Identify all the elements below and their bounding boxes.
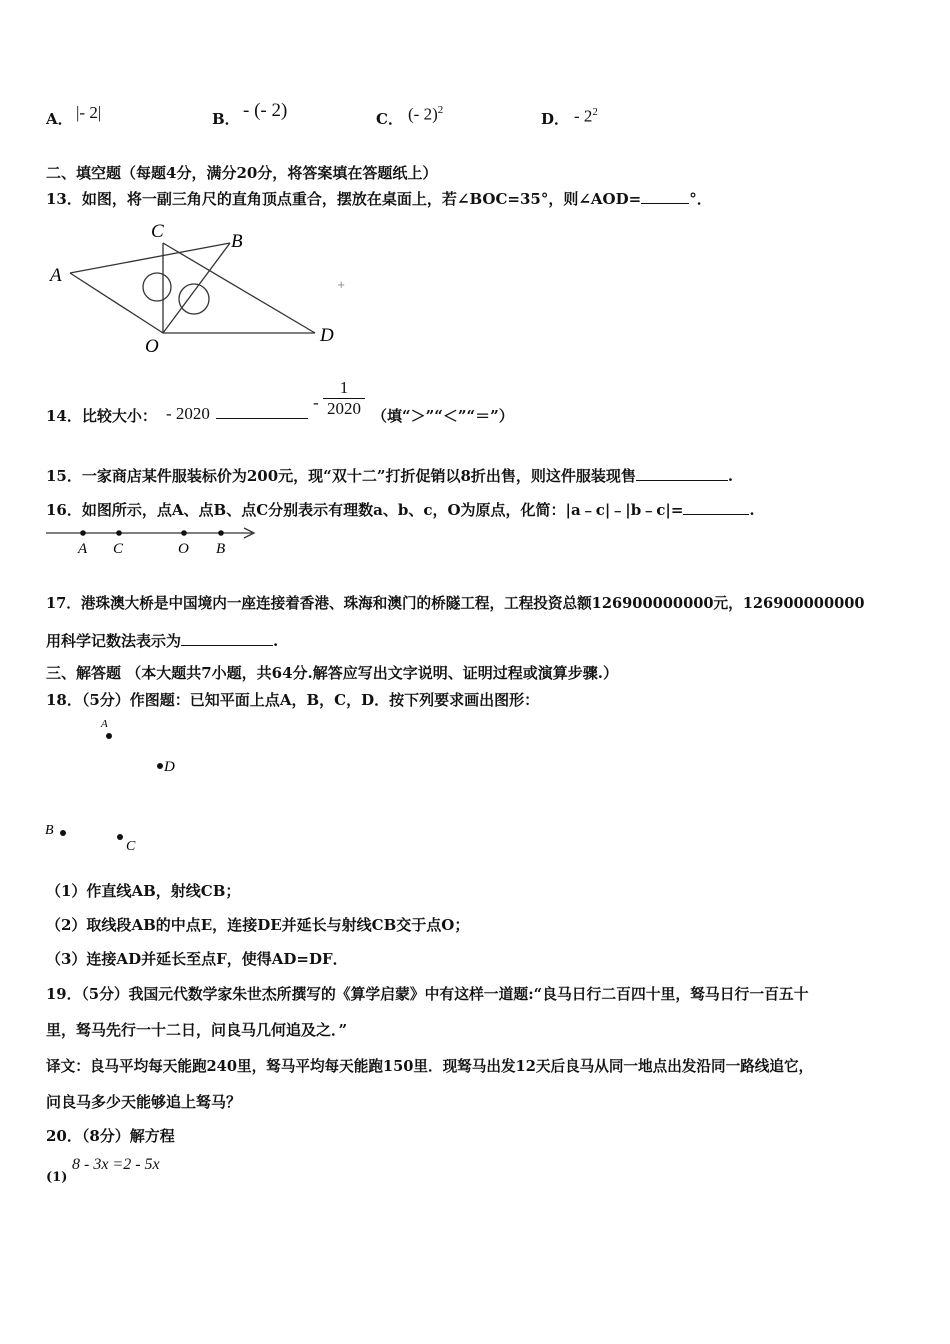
q14-frac-den: 2020: [327, 399, 361, 418]
q18-point-a: [106, 733, 112, 739]
option-d-exp: 2: [592, 106, 598, 118]
option-c-exp: 2: [437, 104, 444, 116]
q16-number-line: [44, 520, 260, 560]
option-a: [46, 108, 73, 129]
option-c-base: (- 2): [408, 104, 438, 124]
option-b-expr: - (- 2): [243, 100, 288, 121]
q18-point-b: [60, 830, 66, 836]
q18-label-d: D: [164, 759, 175, 775]
q14-fraction: [323, 378, 365, 419]
q13-tail: °．: [689, 190, 712, 208]
q19-line3: 译文：良马平均每天能跑240里，驽马平均每天能跑150里．现驽马出发12天后良马从同一地点出发沿同一路线追它，: [46, 1058, 814, 1075]
q16-blank[interactable]: [683, 500, 749, 515]
option-d-label: D．: [541, 110, 570, 128]
q15-text: 15．一家商店某件服装标价为200元，现“双十二”打折促销以8折出售，则这件服装现售: [46, 467, 636, 485]
q16-label-b: B: [216, 541, 226, 557]
q13-line: [46, 188, 712, 209]
option-a-label: A．: [46, 110, 73, 128]
q17-blank[interactable]: [181, 631, 273, 646]
q13-label-a: A: [50, 265, 62, 286]
q20-part: (1): [46, 1170, 68, 1185]
q17-line2-text: 用科学记数法表示为: [46, 632, 182, 650]
q14-neg: -: [313, 393, 319, 412]
option-c-label: C．: [376, 110, 403, 128]
q14-blank[interactable]: [216, 404, 308, 423]
option-d-base: - 2: [574, 106, 593, 126]
q18-step2: （2）取线段AB的中点E，连接DE并延长与射线CB交于点O；: [46, 916, 470, 934]
q16-point-a: [80, 530, 86, 536]
option-c-expr: [408, 104, 443, 125]
q20-text: 20．（8分）解方程: [46, 1127, 175, 1145]
q16-line: [46, 499, 755, 520]
q14-hint: （填“＞”“＜”“＝”）: [372, 407, 514, 425]
q13-seg-bo: [163, 243, 230, 333]
q15-tail: .: [727, 467, 734, 485]
q18-step3: （3）连接AD并延长至点F，使得AD=DF．: [46, 950, 348, 968]
option-a-expr: |- 2|: [76, 103, 102, 122]
q15-line: [46, 465, 733, 486]
option-d: [541, 108, 569, 129]
q18-label-c: C: [126, 839, 136, 854]
option-b: [212, 108, 240, 129]
q19-line1: 19．（5分）我国元代数学家朱世杰所撰写的《算学启蒙》中有这样一道题:“良马日行二百四十里，驽马日行一百五十: [46, 986, 809, 1003]
q19-line2: 里，驽马先行一十二日，问良马几何追及之．”: [46, 1021, 348, 1039]
q13-circle-left: [143, 273, 171, 301]
q16-point-c: [116, 530, 122, 536]
q13-text: 13．如图，将一副三角尺的直角顶点重合，摆放在桌面上，若∠BOC=35°，则∠AOD=: [46, 190, 642, 208]
q18-step1: （1）作直线AB，射线CB；: [46, 882, 241, 900]
option-b-label: B．: [212, 110, 240, 128]
q16-label-a: A: [78, 541, 88, 557]
q16-label-c: C: [113, 541, 124, 557]
q13-circle-right: [179, 284, 209, 314]
q13-label-o: O: [145, 336, 159, 357]
q16-text: 16．如图所示，点A、点B、点C分别表示有理数a、b、c，O为原点，化简：|a﹣c|﹣|b﹣c|=: [46, 501, 684, 519]
q18-label-a: A: [101, 718, 108, 730]
q18-point-d: [157, 763, 163, 769]
q13-figure: [40, 215, 360, 360]
q13-seg-cd: [163, 243, 315, 333]
q16-tail: .: [749, 501, 755, 519]
q19-line4: 问良马多少天能够追上驽马？: [46, 1093, 242, 1111]
q18-point-c: [117, 834, 123, 840]
q13-label-c: C: [151, 221, 164, 242]
option-d-expr: [574, 106, 598, 127]
q17-line2: [46, 630, 278, 651]
q14-frac-num: 1: [323, 378, 365, 399]
section2-title: 二、填空题（每题4分，满分20分，将答案填在答题纸上）: [46, 164, 438, 182]
q18-text: 18．（5分）作图题：已知平面上点A，B，C，D．按下列要求画出图形：: [46, 691, 540, 709]
q17-tail: .: [273, 632, 279, 650]
q13-blank[interactable]: [641, 189, 689, 204]
q13-label-d: D: [320, 325, 334, 346]
q13-label-b: B: [231, 231, 243, 252]
q17-line1: 17．港珠澳大桥是中国境内一座连接着香港、珠海和澳门的桥隧工程，工程投资总额126900000000元，126900000000: [46, 595, 865, 612]
q18-figure: [40, 712, 175, 857]
q14-prefix: 14．比较大小：: [46, 407, 157, 425]
q13-seg-ao: [70, 273, 163, 333]
option-c: [376, 108, 403, 129]
q18-label-b: B: [45, 823, 54, 838]
q14-left: - 2020: [166, 404, 210, 423]
q15-blank[interactable]: [636, 466, 728, 481]
section3-title: 三、解答题 （本大题共7小题，共64分.解答应写出文字说明、证明过程或演算步骤.）: [46, 664, 618, 682]
q16-point-o: [181, 530, 187, 536]
q13-plus-mark: +: [337, 280, 346, 291]
q16-label-o: O: [178, 541, 189, 557]
q16-point-b: [218, 530, 224, 536]
q20-equation: 8 - 3x =2 - 5x: [72, 1156, 160, 1173]
